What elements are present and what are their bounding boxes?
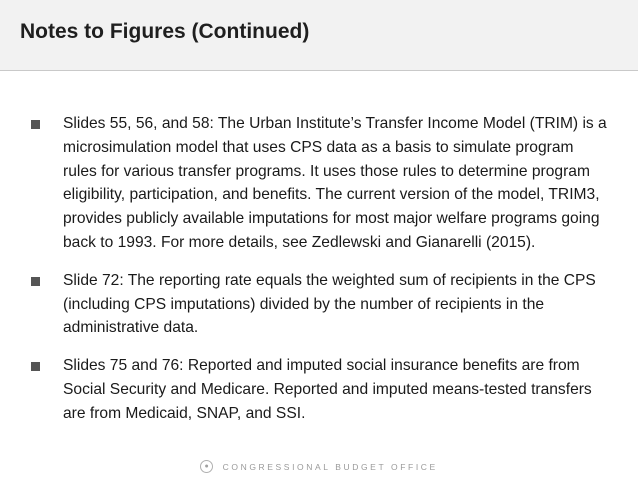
cbo-seal-icon: ● — [200, 460, 213, 473]
note-text: Slide 72: The reporting rate equals the weighted sum of recipients in the CPS (including CPS imputations) divided by the number of recipients in the administrative data. — [63, 271, 596, 337]
square-bullet-icon — [31, 362, 40, 371]
page-title: Notes to Figures (Continued) — [20, 20, 310, 43]
note-text: Slides 55, 56, and 58: The Urban Institute’s Transfer Income Model (TRIM) is a microsimulation model that uses CPS data as a basis to simulate program rules for various transfer programs. It uses those rules to determine program eligibility, participation, and benefits. The current version of the model, TRIM3, provides publicly available imputations for most major welfare programs going back to 1993. For more details, see Zedlewski and Gianarelli (2015). — [63, 115, 607, 251]
notes-list — [30, 112, 610, 440]
footer — [0, 458, 638, 474]
note-item — [30, 112, 610, 255]
note-item — [30, 269, 610, 340]
square-bullet-icon — [31, 120, 40, 129]
note-text: Slides 75 and 76: Reported and imputed social insurance benefits are from Social Security and Medicare. Reported and imputed means-tested transfers are from Medicaid, SNAP, and SSI. — [63, 357, 592, 422]
footer-text: CONGRESSIONAL BUDGET OFFICE — [222, 461, 438, 472]
square-bullet-icon — [31, 277, 40, 286]
header-bar — [0, 0, 638, 71]
note-item — [30, 354, 610, 425]
